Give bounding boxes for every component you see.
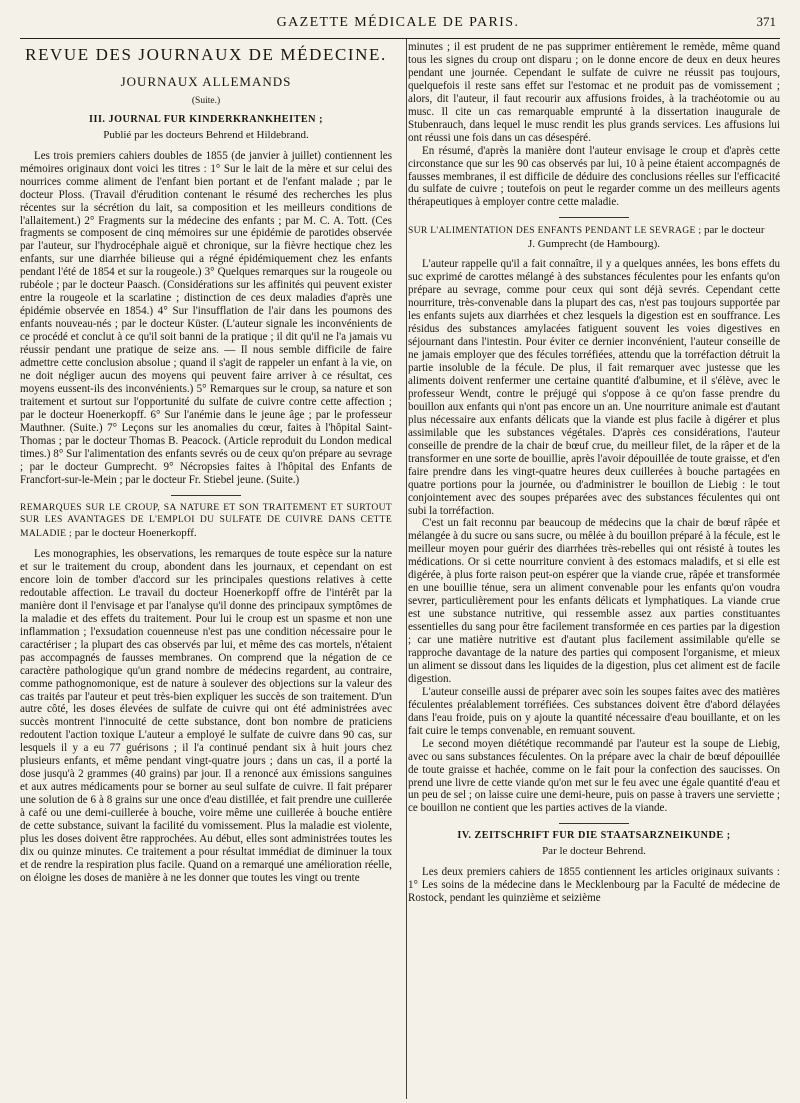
paragraph-contents-list: Les trois premiers cahiers doubles de 1855 (de janvier à juillet) contiennent les mémoires originaux dont voici les titres : 1° Sur le lait de la mère et sur celui des nourrices comme aliment de l'enfant bien portant et de l'enfant malade ; par le docteur Ploss. (Travail d'érudition contenant le résumé des recherches les plus récentes sur la sécrétion du lait, sa composition et les meilleurs conditions de l'allaitement.) 2° Fragments sur la médecine des enfants ; par M. C. A. Tott. (Ces fragments se composent de cinq mémoires sur une épidémie de parotides observée par l'auteur, sur l'hydrocéphale aiguë et chronique, sur la fièvre hectique chez les enfants, sur une diarrhée bilieuse qui a régné épidémiquement chez les enfants pendant l'été de 1854 et sur la rougeole.) 3° Quelques remarques sur la rougeole ou rubéole ; par le docteur Paasch. (Considérations sur les affinités qui peuvent exister entre la rougeole et la scarlatine ; distinction de ces deux maladies d'après une épidémie observée en 1854.) 4° Sur l'insufflation de l'air dans les poumons des enfants nouveau-nés ; par le docteur Küster. (L'auteur signale les inconvénients de ce procédé et conclut à ce qu'il soit banni de la pratique ; il dit qu'il ne l'a jamais vu réussir pendant une pratique de seize ans. — Il nous semble difficile de faire admettre cette conclusion absolue ; quand il s'agit de rappeler un enfant à la vie, on ne doit négliger aucun des moyens qui peuvent faire arriver à ce résultat, ces moyens eussent-ils des inconvénients.) 5° Remarques sur le croup, sa nature et son traitement et surtout sur l'opportunité du sulfate de cuivre contre cette affection ; par le docteur Hoenerkopff. 6° Sur l'anémie dans le jeune âge ; par le professeur Mauthner. (Suite.) 7° Leçons sur les anomalies du cœur, faites à l'hôpital Saint-Thomas ; par le docteur Thomas B. Peacock. (Article reproduit du London medical times.) 8° Sur l'alimentation des enfants sevrés ou de ceux qu'on prépare au sevrage ; par le docteur Gumprecht. 9° Nécropsies faites à l'hôpital des Enfants de Francfort-sur-le-Mein ; par le docteur Fr. Stiebel jeune. (Suite.)	[20, 149, 392, 486]
journal-title: GAZETTE MÉDICALE DE PARIS.	[276, 15, 520, 30]
alimentation-heading-text: SUR L'ALIMENTATION DES ENFANTS PENDANT LE SEVRAGE ;	[408, 225, 702, 237]
suite-label: (Suite.)	[191, 95, 221, 106]
running-head	[20, 14, 780, 39]
article-heading-croup	[20, 502, 392, 541]
section-3-subtitle: Publié par les docteurs Behrend et Hildebrand.	[103, 128, 309, 141]
right-column	[408, 39, 780, 1099]
revue-title: REVUE DES JOURNAUX DE MÉDECINE.	[25, 45, 387, 64]
journaux-allemands-title: JOURNAUX ALLEMANDS	[120, 73, 292, 89]
paragraph-croup-continued: minutes ; il est prudent de ne pas supprimer entièrement le remède, même quand tous les signes du croup ont disparu ; on le donne encore de deux en deux heures pendant une journée. Cependant le sulfate de cuivre ne réussit pas toujours, quelquefois il reste sans effet sur l'estomac et ne produit pas de vomissement ; alors, dit l'auteur, il faut recourir aux affusions froides, à la trachéotomie ou au musc. Il cite un cas remarquable emprunté à la dissertation inaugurale de Stubenrauch, dans lequel le musc rendit les plus grands services. Les affusions lui ont réussi une fois dans un cas désespéré.	[408, 41, 780, 144]
separator-rule	[559, 823, 629, 824]
column-divider	[406, 39, 407, 1099]
paragraph-alimentation-3: L'auteur conseille aussi de préparer avec soin les soupes faites avec des matières féculentes préalablement torréfiées. Ces substances doivent être d'abord délayées dans l'eau froide, puis on y ajoute la quantité nécessaire d'eau bouillante, et on les fait cuire le temps convenable, en remuant souvent.	[408, 685, 780, 737]
section-4-title: IV. ZEITSCHRIFT FUR DIE STAATSARZNEIKUNDE ;	[457, 830, 731, 842]
paragraph-alimentation-4: Le second moyen diététique recommandé par l'auteur est la soupe de Liebig, avec ou sans substances féculentes. On la prépare avec la chair de bœuf dépouillée de toute graisse et hachée, comme on le fait pour la confection des saucisses. On prend une livre de cette viande qu'on met sur le feu avec une égale quantité d'eau et un peu de sel ; on laisse cuire une demi-heure, puis on passe à travers une serviette ; ce bouillon ne contient que les parties actives de la viande.	[408, 737, 780, 815]
section-4-subtitle: Par le docteur Behrend.	[542, 845, 646, 858]
paragraph-alimentation-1: L'auteur rappelle qu'il a fait connaître, il y a quelques années, les bons effets du suc exprimé de carottes mélangé à des substances féculentes pour les enfants qu'on prépare au sevrage, comme pour ceux qui sont déjà sevrés. Cependant cette nourriture, très-convenable dans la plupart des cas, n'est pas toujours supportée par les enfants sujets aux diarrhées et chez lesquels la digestion est en souffrance. Les résidus des substances amylacées fatiguent souvent les voies digestives en séjournant dans l'intestin. Pour éviter ce dernier inconvénient, l'auteur conseille de ne jamais employer que des fécules torréfiées, attendu que la torréfaction détruit la partie insoluble de la fécule. De plus, il fait remarquer avec justesse que les aliments doivent renfermer une certaine quantité d'albumine, et il s'élève, avec le professeur Wendt, contre le préjugé qui s'oppose à ce qu'on fasse prendre du bouillon aux enfants qui n'ont pas encore un an. Une nourriture animale est d'autant plus nécessaire aux enfants délicats que la viande est plus facile à digérer et plus assimilable que les substances végétales. D'après ces considérations, l'auteur conseille de prendre de la chair de bœuf crue, du meilleur filet, de la râper et de la transformer en une sorte de bouillie, après l'avoir dépouillée de toute graisse, et d'en faire prendre dans les vingt-quatre heures deux cuillerées à bouche partagées en quatre portions pour la journée, ou d'administrer le bouillon de Liebig : le tout conjointement avec des soupes préparées avec des substances féculentes qui ont subi la torréfaction.	[408, 258, 780, 517]
paragraph-resume: En résumé, d'après la manière dont l'auteur envisage le croup et d'après cette circonstance que sur les 90 cas observés par lui, 10 à peine étaient accompagnés de fausses membranes, il est difficile de déduire des conclusions réelles sur l'efficacité du sulfate de cuivre ; toutefois on peut le regarder comme un des meilleurs agents thérapeutiques à employer contre cette maladie.	[408, 144, 780, 209]
alimentation-author-prefix: par le docteur	[704, 224, 765, 237]
alimentation-author: J. Gumprecht (de Hambourg).	[527, 237, 661, 250]
separator-rule	[559, 217, 629, 218]
croup-heading-text: REMARQUES SUR LE CROUP, SA NATURE ET SON TRAITEMENT ET SURTOUT SUR LES AVANTAGES DE L'EMPLOI DU SULFATE DE CUIVRE DANS CETTE MALADIE ;	[20, 501, 392, 539]
page-number: 371	[756, 14, 776, 29]
left-column	[20, 39, 392, 1099]
section-3-title: III. JOURNAL FUR KINDERKRANKHEITEN ;	[89, 113, 323, 125]
paragraph-croup: Les monographies, les observations, les remarques de toute espèce sur la nature et sur le traitement du croup, abondent dans les journaux, et cependant on est encore loin de tomber d'accord sur les principales questions relatives à cette redoutable affection. Le travail du docteur Hoenerkopff offre de l'intérêt par la manière dont il l'envisage et par l'analyse qu'il donne des principaux symptômes de la maladie et des effets du traitement. Pour lui le croup est un spasme et non une inflammation ; l'exsudation couenneuse n'est pas une condition nécessaire pour le caractériser ; la plupart des cas observés par lui, et même des cas mortels, n'étaient pas accompagnés de fausses membranes. On comprend que la négation de ce caractère pathologique qu'un grand nombre de médecins regardent, au contraire, comme pathognomonique, est de nature à soulever des objections sur la valeur des cas traités par l'auteur et peut très-bien expliquer les succès de son traitement. D'un autre côté, les doses élevées de sulfate de cuivre qui ont été administrées avec succès montrent l'innocuité de cette substance, dont bon nombre de praticiens redoutent l'action toxique L'auteur a employé le sulfate de cuivre dans 90 cas, sur lesquels il y a eu 77 guérisons ; il l'a continué pendant six à huit jours chez plusieurs enfants, et même pendant vingt-quatre jours ; dans un cas, il a porté la dose jusqu'à 2 grammes (40 grains) par jour. Il a renoncé aux émissions sanguines et aux autres médicaments pour se borner au seul sulfate de cuivre. Il fait préparer une solution de 6 à 8 grains sur une once d'eau distillée, et fait prendre une cuillerée à café ou une demi-cuillerée à bouche, voire même une cuillerée à bouche entière de cette substance, suivant la facilité du vomissement. Plus la maladie est violente, plus les doses doivent être rapprochées. Au début, elles sont administrées toutes les dix ou quinze minutes. Ce traitement a pour résultat immédiat de diminuer la toux et de rendre la respiration plus facile. Quand on a remarqué une amélioration réelle, on éloigne les doses de manière à ne les donner que toutes les vingt ou trente	[20, 548, 392, 884]
paragraph-alimentation-2: C'est un fait reconnu par beaucoup de médecins que la chair de bœuf râpée et mélangée à du sucre ou sans sucre, ou mêlée à du bouillon préparé à la fécule, est le meilleur moyen pour guérir des diarrhées très-rebelles qui ont résisté à toutes les médications. Or si cette nourriture convient à des estomacs maladifs, et si elle est digérée, à plus forte raison peut-on espérer que la viande crue, râpée et transformée en une bouillie ténue, sera un aliment convenable pour les enfants qu'on voudra sevrer, particulièrement pour les enfants délicats et lymphatiques. La viande crue est une substance nutritive, qui ressemble assez aux parties constituantes essentielles du sang pour être facilement transformée en ces parties par la digestion ; car une matière nutritive est d'autant plus facilement assimilable qu'elle se rapproche davantage de la nature des parties qui composent l'organisme, et mieux un aliment se dissout dans les liquides de la digestion, plus cet aliment est de facile digestion.	[408, 517, 780, 685]
croup-author: par le docteur Hoenerkopff.	[74, 526, 197, 539]
separator-rule	[171, 495, 241, 496]
paragraph-section-4: Les deux premiers cahiers de 1855 contiennent les articles originaux suivants : 1° Les soins de la médecine dans le Mecklenbourg par la Faculté de médecine de Rostock, pendant les quinzième et seizième	[408, 866, 780, 905]
columns	[20, 39, 780, 1099]
article-heading-alimentation	[408, 224, 780, 250]
